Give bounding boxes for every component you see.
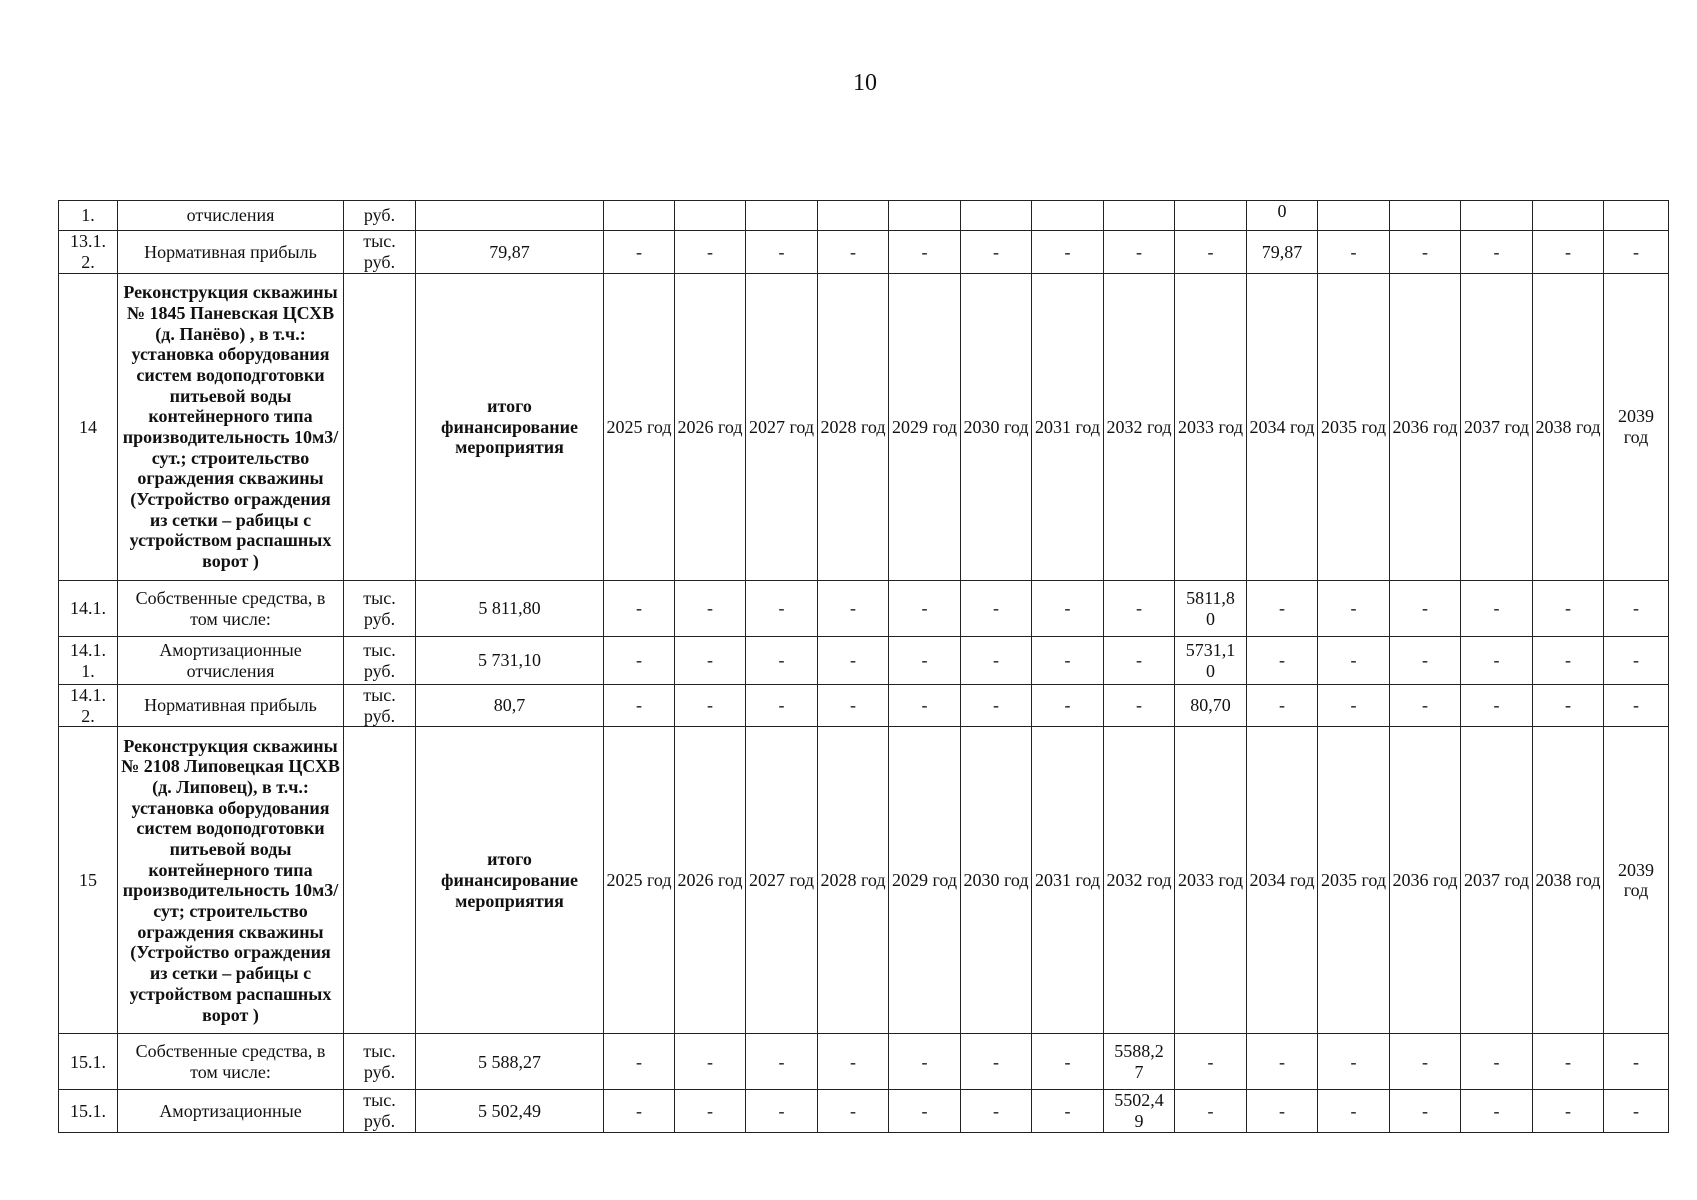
total-value: 5 811,80 [416, 581, 604, 637]
activity-title: Реконструкция скважины № 1845 Паневская ЦСХВ (д. Панёво) , в т.ч.: установка оборудования систем водоподготовки питьевой воды контейнерного типа производительность 10м3/сут.; строительство ограждения скважины (Устройство ограждения из сетки – рабицы с устройством распашных ворот ) [118, 274, 344, 581]
year-value: - [746, 1034, 818, 1090]
year-value: - [1318, 1034, 1390, 1090]
table-row [59, 1090, 1669, 1132]
year-value: - [1533, 685, 1604, 727]
year-value: - [1318, 1090, 1390, 1132]
year-value: - [1318, 637, 1390, 685]
year-value: - [1461, 1034, 1533, 1090]
year-value: - [675, 637, 746, 685]
year-header: 2029 год [889, 274, 961, 581]
financing-table [58, 200, 1669, 1133]
unit-cell: тыс. руб. [344, 685, 416, 727]
year-value: - [1390, 1034, 1461, 1090]
year-header: 2030 год [961, 274, 1032, 581]
year-value: - [1390, 581, 1461, 637]
year-value: - [1461, 231, 1533, 274]
year-header: 2026 год [675, 274, 746, 581]
year-value: - [1104, 637, 1175, 685]
year-value [818, 201, 889, 231]
table-row [59, 685, 1669, 727]
row-name: Нормативная прибыль [118, 685, 344, 727]
year-header: 2039 год [1604, 274, 1669, 581]
year-header: 2038 год [1533, 274, 1604, 581]
year-value: 5731,1 0 [1175, 637, 1247, 685]
year-header: 2033 год [1175, 727, 1247, 1034]
year-header: 2036 год [1390, 274, 1461, 581]
table-row [59, 1034, 1669, 1090]
year-value: - [1318, 581, 1390, 637]
row-name: Собственные средства, в том числе: [118, 581, 344, 637]
year-value: - [604, 231, 675, 274]
year-value: - [1032, 637, 1104, 685]
year-value: - [1247, 637, 1318, 685]
year-value: - [1104, 581, 1175, 637]
year-value: 80,70 [1175, 685, 1247, 727]
year-value [889, 201, 961, 231]
year-value: - [604, 685, 675, 727]
year-value: - [1247, 1034, 1318, 1090]
unit-cell: тыс. руб. [344, 231, 416, 274]
year-value: - [1461, 637, 1533, 685]
year-value: - [1604, 685, 1669, 727]
year-value: 79,87 [1247, 231, 1318, 274]
year-value: - [1461, 1090, 1533, 1132]
year-value: - [1533, 637, 1604, 685]
row-name: Амортизационные [118, 1090, 344, 1132]
row-name: Нормативная прибыль [118, 231, 344, 274]
year-value: - [961, 1090, 1032, 1132]
year-value [746, 201, 818, 231]
activity-header-row [59, 727, 1669, 1034]
unit-cell: тыс. руб. [344, 581, 416, 637]
table-row [59, 231, 1669, 274]
year-value: - [746, 685, 818, 727]
year-header: 2039 год [1604, 727, 1669, 1034]
year-value: - [1604, 581, 1669, 637]
year-header: 2030 год [961, 727, 1032, 1034]
year-value: - [889, 637, 961, 685]
year-value [961, 201, 1032, 231]
year-value: - [746, 231, 818, 274]
table-row [59, 637, 1669, 685]
year-value [1318, 201, 1390, 231]
year-value [1104, 201, 1175, 231]
year-header: 2025 год [604, 727, 675, 1034]
unit-cell: тыс. руб. [344, 1090, 416, 1132]
year-value: - [1175, 231, 1247, 274]
year-value: - [889, 1034, 961, 1090]
year-value: - [1461, 685, 1533, 727]
year-value: - [675, 1034, 746, 1090]
year-value: - [604, 1090, 675, 1132]
row-number: 1. [59, 201, 118, 231]
year-value: - [604, 637, 675, 685]
year-value: - [1318, 231, 1390, 274]
row-number: 14 [59, 274, 118, 581]
year-value: 0 [1247, 201, 1318, 231]
year-header: 2038 год [1533, 727, 1604, 1034]
year-value: 5811,8 0 [1175, 581, 1247, 637]
year-value: - [1461, 581, 1533, 637]
row-name: отчисления [118, 201, 344, 231]
year-header: 2028 год [818, 727, 889, 1034]
year-value: - [1533, 1034, 1604, 1090]
year-value: - [1533, 581, 1604, 637]
page-number: 10 [853, 70, 877, 96]
total-value: 80,7 [416, 685, 604, 727]
row-number: 14.1. 1. [59, 637, 118, 685]
total-value: 79,87 [416, 231, 604, 274]
total-value: 5 731,10 [416, 637, 604, 685]
year-value [1604, 201, 1669, 231]
year-header: 2033 год [1175, 274, 1247, 581]
year-value [1390, 201, 1461, 231]
year-value: - [675, 581, 746, 637]
year-value: - [889, 1090, 961, 1132]
year-value: - [961, 685, 1032, 727]
year-value [1533, 201, 1604, 231]
unit-cell: тыс. руб. [344, 1034, 416, 1090]
year-value: - [1318, 685, 1390, 727]
year-value: - [1032, 231, 1104, 274]
year-header: 2037 год [1461, 274, 1533, 581]
year-header: 2027 год [746, 727, 818, 1034]
year-header: 2028 год [818, 274, 889, 581]
year-value: - [1390, 1090, 1461, 1132]
year-value: - [1032, 685, 1104, 727]
year-value: - [675, 231, 746, 274]
year-value: - [1247, 685, 1318, 727]
year-header: 2035 год [1318, 274, 1390, 581]
year-value: - [1175, 1090, 1247, 1132]
year-value: - [604, 581, 675, 637]
year-value: - [818, 231, 889, 274]
year-value: - [961, 637, 1032, 685]
year-value: - [889, 231, 961, 274]
year-value [675, 201, 746, 231]
year-value: - [1390, 685, 1461, 727]
year-header: 2031 год [1032, 727, 1104, 1034]
row-number: 15 [59, 727, 118, 1034]
year-header: 2025 год [604, 274, 675, 581]
activity-title: Реконструкция скважины № 2108 Липовецкая ЦСХВ (д. Липовец), в т.ч.: установка оборудования систем водоподготовки питьевой воды контейнерного типа производительность 10м3/сут; строительство ограждения скважины (Устройство ограждения из сетки – рабицы с устройством распашных ворот ) [118, 727, 344, 1034]
year-header: 2036 год [1390, 727, 1461, 1034]
total-value [416, 201, 604, 231]
year-header: 2034 год [1247, 274, 1318, 581]
year-value [604, 201, 675, 231]
year-header: 2034 год [1247, 727, 1318, 1034]
activity-header-row [59, 274, 1669, 581]
row-number: 13.1. 2. [59, 231, 118, 274]
year-value: - [1604, 1034, 1669, 1090]
year-value: - [961, 231, 1032, 274]
year-value: - [1533, 1090, 1604, 1132]
unit-cell [344, 727, 416, 1034]
row-name: Амортизационные отчисления [118, 637, 344, 685]
year-value: 5588,2 7 [1104, 1034, 1175, 1090]
year-value: - [961, 1034, 1032, 1090]
year-value: - [889, 581, 961, 637]
total-label: итого финансирование мероприятия [416, 727, 604, 1034]
year-value: - [1604, 1090, 1669, 1132]
year-value: - [1175, 1034, 1247, 1090]
row-number: 15.1. [59, 1090, 118, 1132]
year-header: 2027 год [746, 274, 818, 581]
year-header: 2029 год [889, 727, 961, 1034]
year-header: 2032 год [1104, 274, 1175, 581]
year-value: - [604, 1034, 675, 1090]
year-value: - [818, 581, 889, 637]
row-number: 15.1. [59, 1034, 118, 1090]
year-value: - [1032, 581, 1104, 637]
year-value: - [746, 1090, 818, 1132]
table-row [59, 201, 1669, 231]
year-header: 2037 год [1461, 727, 1533, 1034]
table-row [59, 581, 1669, 637]
year-value: - [818, 1034, 889, 1090]
year-value: - [1390, 637, 1461, 685]
year-value: - [889, 685, 961, 727]
unit-cell: тыс. руб. [344, 637, 416, 685]
year-value: - [1032, 1090, 1104, 1132]
year-value: - [675, 685, 746, 727]
year-value [1461, 201, 1533, 231]
row-number: 14.1. [59, 581, 118, 637]
year-value: - [1604, 637, 1669, 685]
year-value: - [1247, 1090, 1318, 1132]
year-value: - [1390, 231, 1461, 274]
total-value: 5 588,27 [416, 1034, 604, 1090]
year-value: - [961, 581, 1032, 637]
year-value: - [1104, 231, 1175, 274]
year-value [1175, 201, 1247, 231]
year-value: - [1604, 231, 1669, 274]
year-value: - [746, 637, 818, 685]
year-value: - [818, 637, 889, 685]
year-value: - [1533, 231, 1604, 274]
year-header: 2032 год [1104, 727, 1175, 1034]
total-value: 5 502,49 [416, 1090, 604, 1132]
year-value: - [746, 581, 818, 637]
year-value: - [1104, 685, 1175, 727]
year-value: - [818, 1090, 889, 1132]
row-number: 14.1. 2. [59, 685, 118, 727]
year-value: - [818, 685, 889, 727]
year-value: - [675, 1090, 746, 1132]
year-value: 5502,4 9 [1104, 1090, 1175, 1132]
unit-cell: руб. [344, 201, 416, 231]
year-value: - [1032, 1034, 1104, 1090]
year-value [1032, 201, 1104, 231]
year-header: 2035 год [1318, 727, 1390, 1034]
year-header: 2031 год [1032, 274, 1104, 581]
year-value: - [1247, 581, 1318, 637]
row-name: Собственные средства, в том числе: [118, 1034, 344, 1090]
year-header: 2026 год [675, 727, 746, 1034]
total-label: итого финансирование мероприятия [416, 274, 604, 581]
unit-cell [344, 274, 416, 581]
